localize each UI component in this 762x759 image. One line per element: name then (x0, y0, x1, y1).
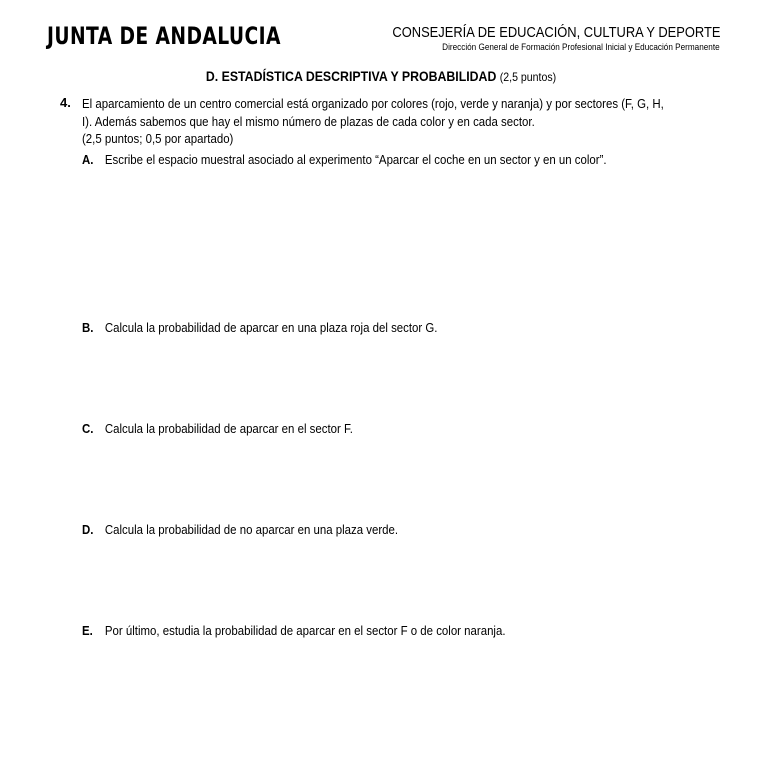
section-title-text: D. ESTADÍSTICA DESCRIPTIVA Y PROBABILIDAD (205, 68, 497, 84)
part-a (82, 152, 607, 167)
part-d (82, 522, 398, 537)
part-letter: C. (82, 421, 94, 436)
part-letter: A. (82, 152, 94, 167)
part-text: Calcula la probabilidad de aparcar en una plaza roja del sector G. (104, 320, 438, 335)
part-letter: B. (82, 320, 94, 335)
part-text: Por último, estudia la probabilidad de aparcar en el sector F o de color naranja. (104, 623, 506, 638)
section-points: (2,5 puntos) (499, 70, 557, 84)
part-letter: D. (82, 522, 94, 537)
statement-line: (2,5 puntos; 0,5 por apartado) (82, 131, 234, 146)
question-statement (82, 95, 716, 148)
junta-logo: JUNTA DE ANDALUCIA (47, 22, 281, 50)
part-letter: E. (82, 623, 93, 638)
part-text: Calcula la probabilidad de no aparcar en una plaza verde. (104, 522, 399, 537)
direccion-subheading: Dirección General de Formación Profesional Inicial y Educación Permanente (442, 42, 720, 53)
question-number: 4. (60, 95, 71, 110)
statement-line: I). Además sabemos que hay el mismo número de plazas de cada color y en cada sector. (82, 113, 535, 129)
part-text: Escribe el espacio muestral asociado al experimento “Aparcar el coche en un sector y en un color”. (104, 152, 607, 167)
part-text: Calcula la probabilidad de aparcar en el sector F. (104, 421, 353, 436)
statement-line: El aparcamiento de un centro comercial está organizado por colores (rojo, verde y naranja) y por sectores (F, G, H, (82, 96, 664, 111)
part-e (82, 623, 506, 638)
section-title (0, 68, 762, 86)
part-b (82, 320, 437, 335)
part-c (82, 421, 353, 436)
consejeria-heading: CONSEJERÍA DE EDUCACIÓN, CULTURA Y DEPORTE (391, 24, 720, 41)
